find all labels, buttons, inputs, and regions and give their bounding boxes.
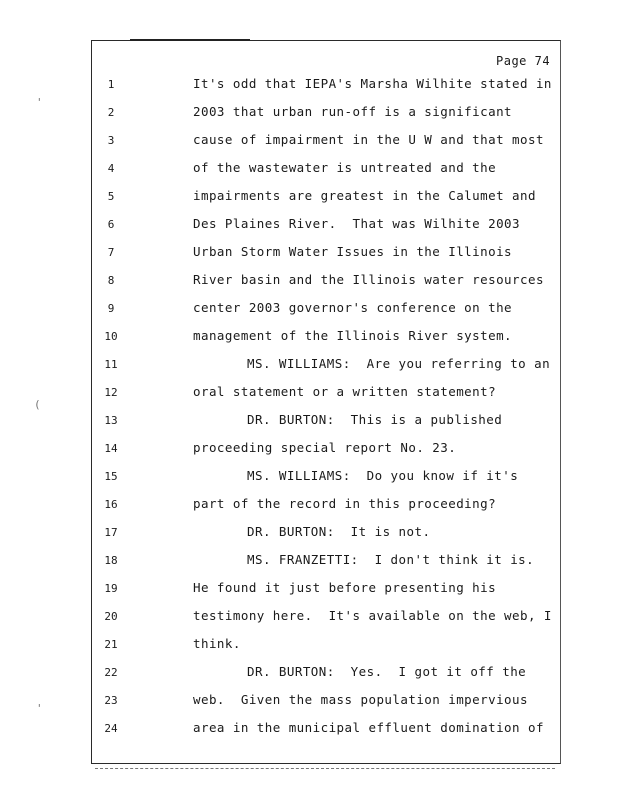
transcript-line xyxy=(0,412,618,432)
line-number: 12 xyxy=(104,386,118,399)
transcript-line xyxy=(0,552,618,572)
line-number: 22 xyxy=(104,666,118,679)
line-number: 13 xyxy=(104,414,118,427)
line-text: of the wastewater is untreated and the xyxy=(193,160,497,175)
line-number: 17 xyxy=(104,526,118,539)
line-number: 2 xyxy=(107,106,115,119)
line-text: cause of impairment in the U W and that most xyxy=(193,132,544,147)
transcript-line xyxy=(0,328,618,348)
page-number: Page 74 xyxy=(496,54,551,68)
line-text: part of the record in this proceeding? xyxy=(193,496,497,511)
transcript-line xyxy=(0,468,618,488)
line-text: 2003 that urban run-off is a significant xyxy=(193,104,513,119)
line-text: He found it just before presenting his xyxy=(193,580,497,595)
line-text: oral statement or a written statement? xyxy=(193,384,497,399)
margin-tick-mark: ' xyxy=(36,702,43,715)
line-text: MS. WILLIAMS: Do you know if it's xyxy=(247,468,519,483)
line-number: 20 xyxy=(104,610,118,623)
line-number: 14 xyxy=(104,442,118,455)
line-number: 15 xyxy=(104,470,118,483)
bottom-border-line xyxy=(95,768,555,769)
line-number: 16 xyxy=(104,498,118,511)
transcript-line xyxy=(0,216,618,236)
line-text: Des Plaines River. That was Wilhite 2003 xyxy=(193,216,521,231)
line-number: 3 xyxy=(107,134,115,147)
transcript-line xyxy=(0,580,618,600)
line-number: 24 xyxy=(104,722,118,735)
line-text: center 2003 governor's conference on the xyxy=(193,300,513,315)
line-number: 1 xyxy=(107,78,115,91)
top-border-mark xyxy=(130,39,250,41)
transcript-line xyxy=(0,384,618,404)
line-number: 18 xyxy=(104,554,118,567)
transcript-line xyxy=(0,104,618,124)
line-text: DR. BURTON: This is a published xyxy=(247,412,503,427)
transcript-line xyxy=(0,664,618,684)
line-number: 19 xyxy=(104,582,118,595)
margin-tick-mark: ' xyxy=(36,96,43,109)
line-text: Urban Storm Water Issues in the Illinois xyxy=(193,244,513,259)
line-number: 4 xyxy=(107,162,115,175)
line-text: MS. FRANZETTI: I don't think it is. xyxy=(247,552,535,567)
line-number: 6 xyxy=(107,218,115,231)
line-number: 7 xyxy=(107,246,115,259)
line-number: 8 xyxy=(107,274,115,287)
line-text: proceeding special report No. 23. xyxy=(193,440,457,455)
line-number: 23 xyxy=(104,694,118,707)
line-text: DR. BURTON: It is not. xyxy=(247,524,431,539)
line-number: 5 xyxy=(107,190,115,203)
line-text: MS. WILLIAMS: Are you referring to an xyxy=(247,356,551,371)
line-text: web. Given the mass population impervious xyxy=(193,692,528,707)
transcript-line xyxy=(0,300,618,320)
transcript-line xyxy=(0,272,618,292)
line-number: 11 xyxy=(104,358,118,371)
line-text: River basin and the Illinois water resources xyxy=(193,272,544,287)
line-text: testimony here. It's available on the web, I xyxy=(193,608,552,623)
transcript-line xyxy=(0,132,618,152)
margin-tick-mark: ( xyxy=(34,398,41,411)
transcript-line xyxy=(0,608,618,628)
transcript-line xyxy=(0,188,618,208)
transcript-line xyxy=(0,244,618,264)
line-text: DR. BURTON: Yes. I got it off the xyxy=(247,664,527,679)
transcript-line xyxy=(0,636,618,656)
line-number: 10 xyxy=(104,330,118,343)
transcript-line xyxy=(0,356,618,376)
line-number: 21 xyxy=(104,638,118,651)
transcript-line xyxy=(0,496,618,516)
line-text: management of the Illinois River system. xyxy=(193,328,513,343)
transcript-line xyxy=(0,692,618,712)
line-number: 9 xyxy=(107,302,115,315)
line-text: impairments are greatest in the Calumet and xyxy=(193,188,536,203)
transcript-line xyxy=(0,524,618,544)
line-text: area in the municipal effluent domination of xyxy=(193,720,544,735)
transcript-line xyxy=(0,160,618,180)
transcript-line xyxy=(0,440,618,460)
line-text: think. xyxy=(193,636,241,651)
transcript-line xyxy=(0,720,618,740)
transcript-line xyxy=(0,76,618,96)
line-text: It's odd that IEPA's Marsha Wilhite stated in xyxy=(193,76,552,91)
